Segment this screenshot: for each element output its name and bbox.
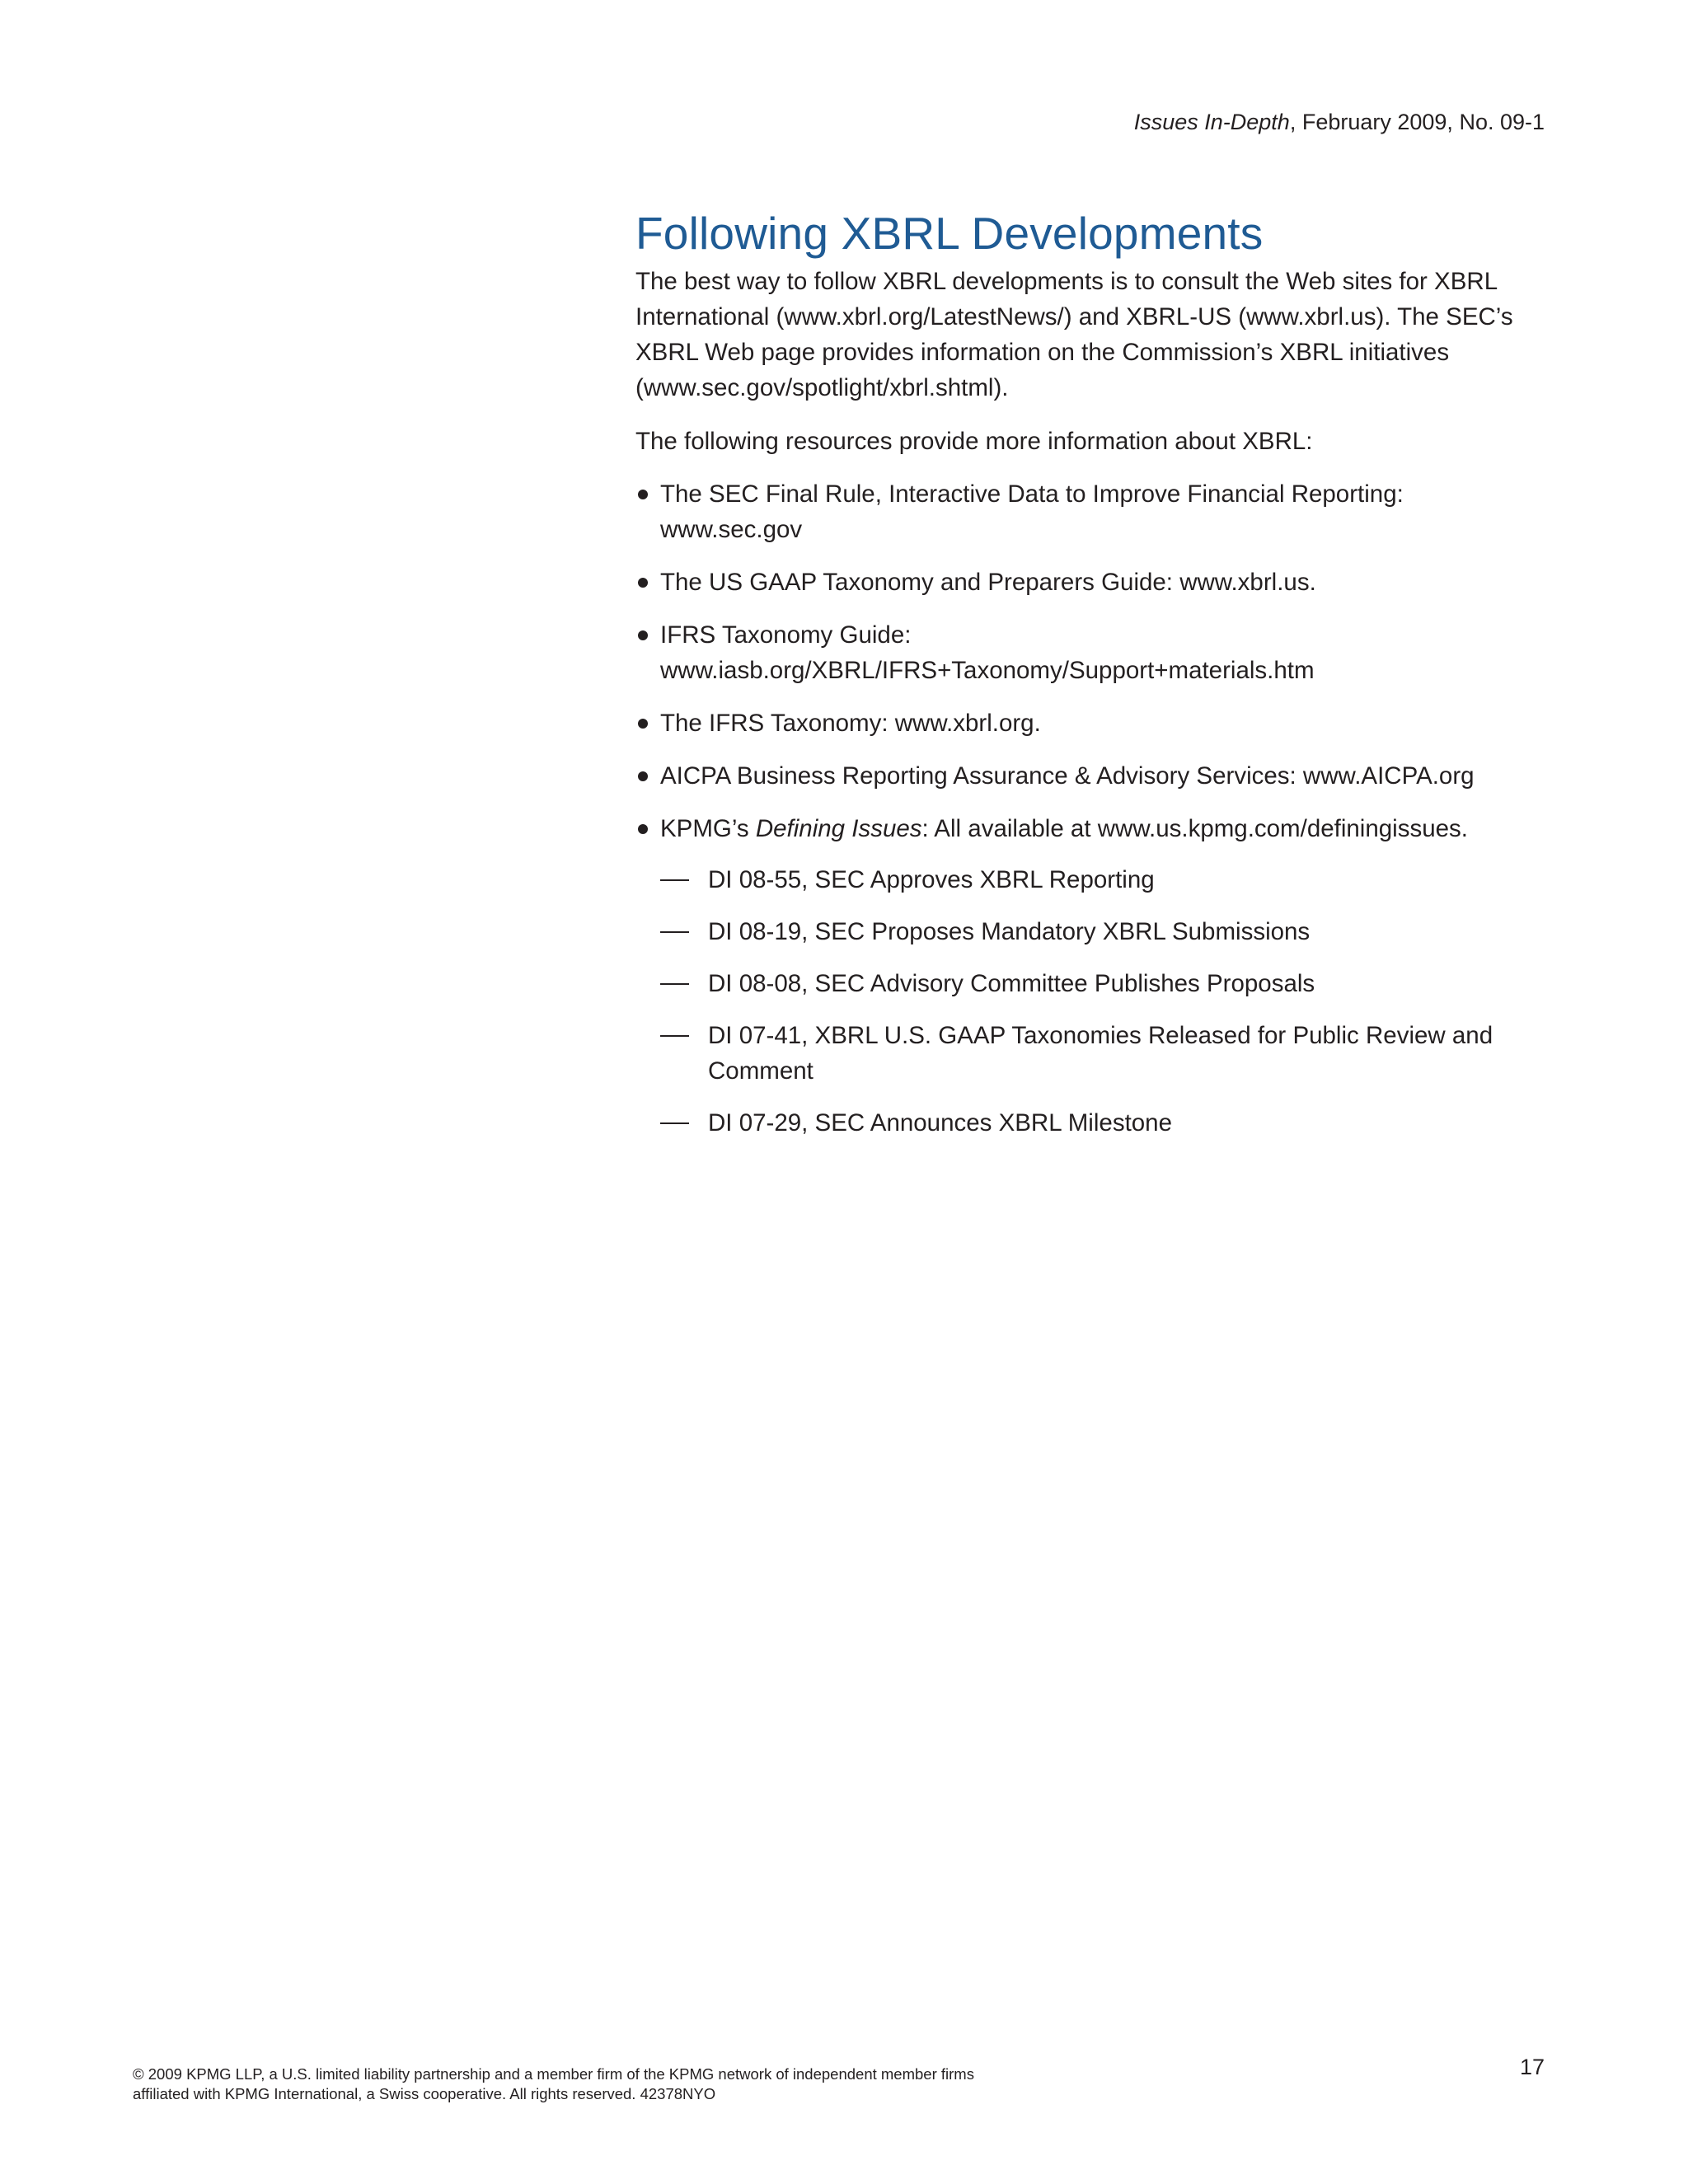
defining-issue-text: DI 08-08, SEC Advisory Committee Publishes Proposals [708,970,1315,997]
defining-issues-title: Defining Issues [755,815,922,842]
main-content [635,204,1550,1157]
resources-list [635,476,1550,846]
dash-icon [660,983,689,985]
defining-issues-list [635,862,1550,1141]
bullet-icon [638,578,648,588]
dash-icon [660,1035,689,1037]
list-item [635,617,1550,688]
dash-icon [660,931,689,933]
defining-issue-text: DI 08-55, SEC Approves XBRL Reporting [708,866,1155,893]
page-number: 17 [1519,2055,1545,2079]
issue-info: , February 2009, No. 09-1 [1289,110,1545,134]
publication-name: Issues In-Depth [1133,110,1290,134]
list-item-kpmg [635,811,1550,846]
resource-text: AICPA Business Reporting Assurance & Advisory Services: www.AICPA.org [660,762,1475,790]
bullet-icon [638,490,648,499]
dash-icon [660,1122,689,1124]
resource-text: The SEC Final Rule, Interactive Data to Improve Financial Reporting: www.sec.gov [660,480,1404,543]
defining-issue-text: DI 07-41, XBRL U.S. GAAP Taxonomies Released for Public Review and Comment [708,1022,1493,1085]
list-item [635,914,1550,949]
resources-intro: The following resources provide more information about XBRL: [635,428,1313,455]
copyright-line-2: affiliated with KPMG International, a Swiss cooperative. All rights reserved. 42378NYO [133,2085,716,2102]
list-item [635,862,1550,898]
bullet-icon [638,824,648,834]
list-item [635,565,1550,600]
copyright-line-1: © 2009 KPMG LLP, a U.S. limited liability partnership and a member firm of the KPMG network of independent member firms [133,2065,974,2083]
defining-issue-text: DI 08-19, SEC Proposes Mandatory XBRL Submissions [708,918,1311,945]
list-item [635,1105,1550,1141]
defining-issue-text: DI 07-29, SEC Announces XBRL Milestone [708,1109,1172,1137]
list-item [635,758,1550,794]
list-item [635,966,1550,1001]
running-header [1134,105,1545,138]
dash-icon [660,879,689,881]
section-title: Following XBRL Developments [635,208,1264,259]
resource-text: The US GAAP Taxonomy and Preparers Guide: www.xbrl.us. [660,569,1316,596]
intro-paragraph: The best way to follow XBRL developments is to consult the Web sites for XBRL International (www.xbrl.org/LatestNews/) and XBRL-US (www.xbrl.us). The SEC’s XBRL Web page provides information on the Commission’s XBRL initiatives (www.sec.gov/spotlight/xbrl.shtml). [635,268,1513,401]
list-item [635,1018,1550,1089]
list-item [635,705,1550,741]
bullet-icon [638,630,648,640]
copyright-footer [133,2064,1287,2104]
bullet-icon [638,771,648,781]
kpmg-prefix: KPMG’s [660,815,756,842]
resource-text: The IFRS Taxonomy: www.xbrl.org. [660,710,1041,737]
resource-text: IFRS Taxonomy Guide: www.iasb.org/XBRL/IFRS+Taxonomy/Support+materials.htm [660,621,1315,684]
list-item [635,476,1550,547]
bullet-icon [638,719,648,729]
kpmg-suffix: : All available at www.us.kpmg.com/definingissues. [921,815,1468,842]
